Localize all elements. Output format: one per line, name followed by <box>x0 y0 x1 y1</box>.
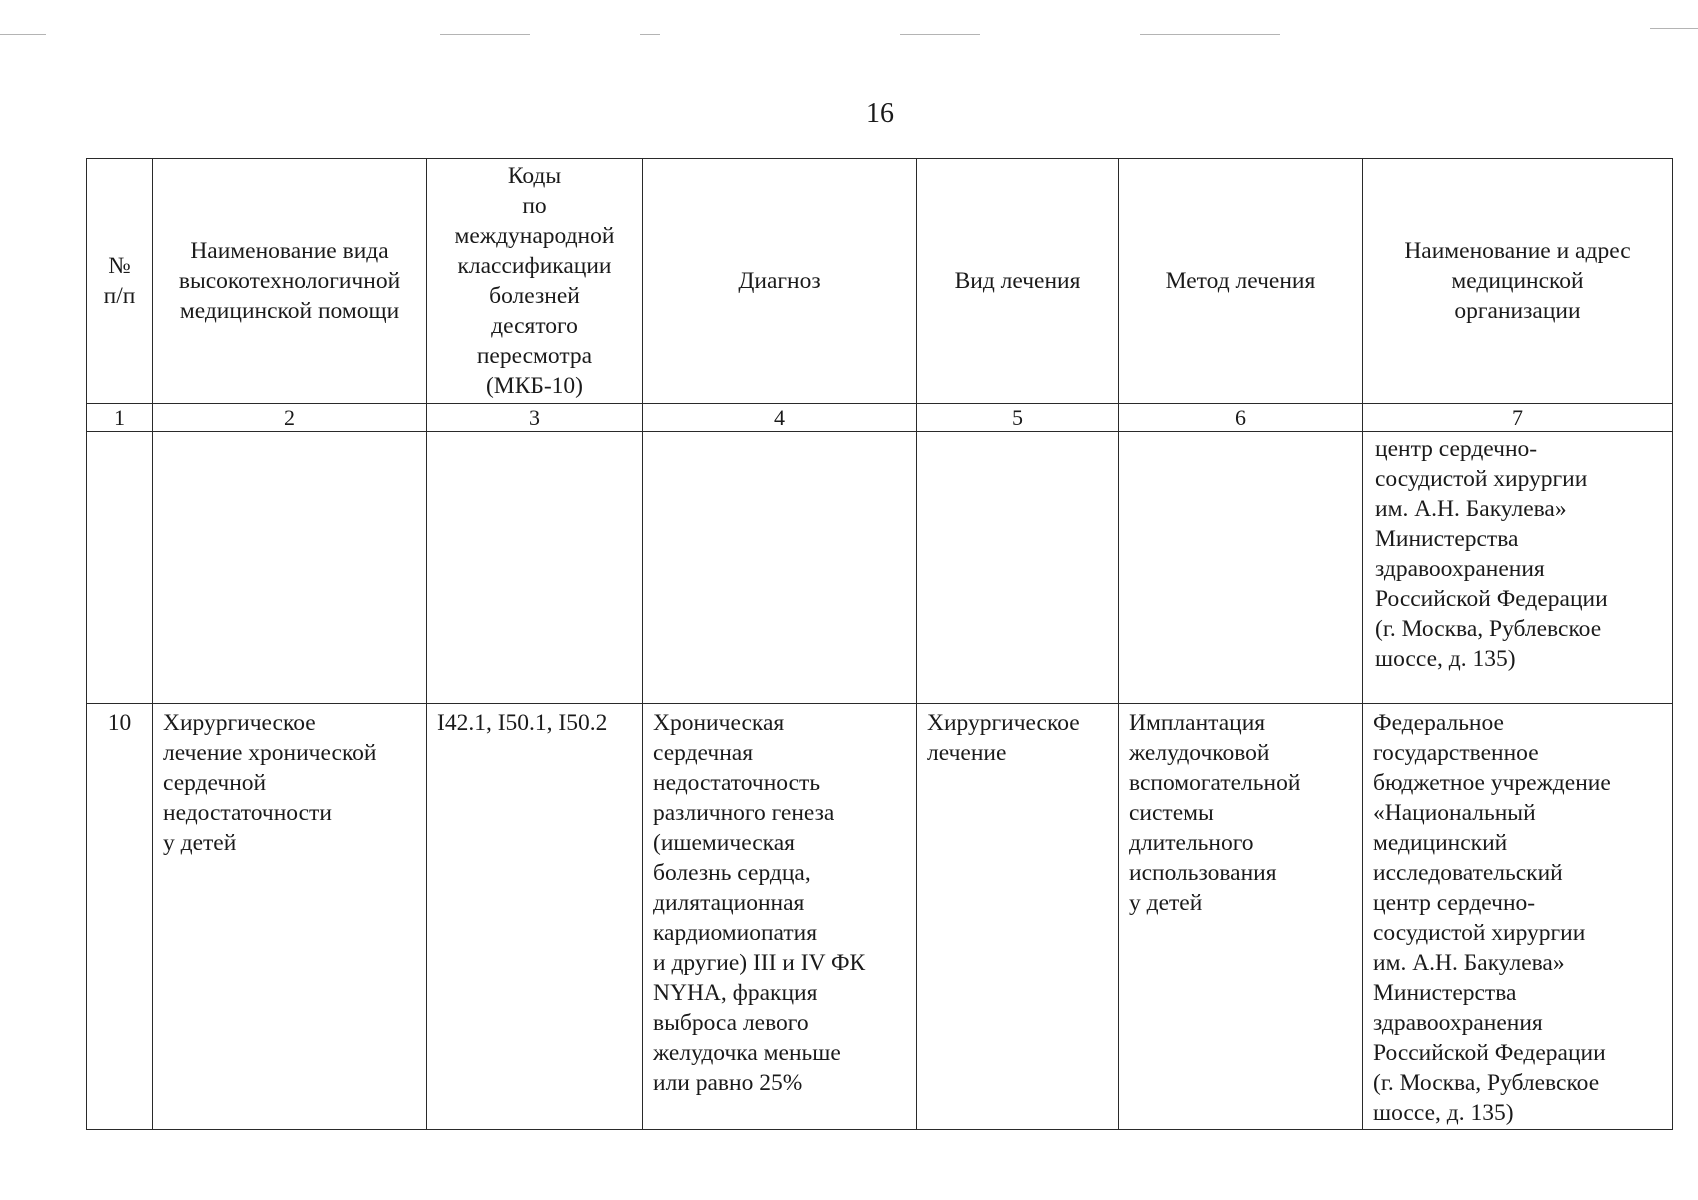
table-row-continuation <box>87 432 1673 704</box>
header-organization: Наименование и адрес медицинской организации <box>1363 159 1673 404</box>
header-icd-codes: Коды по международной классификации болезней десятого пересмотра (МКБ-10) <box>427 159 643 404</box>
scan-edge-mark <box>0 34 46 35</box>
column-number: 1 <box>87 404 153 432</box>
page-number: 16 <box>866 98 894 129</box>
treatment-type-cell: Хирургическое лечение <box>917 704 1119 1130</box>
diagnosis-cell: Хроническая сердечная недостаточность различного генеза (ишемическая болезнь сердца, дилятационная кардиомиопатия и другие) III и IV ФК NYHA, фракция выброса левого желудочка меньше или равно 25% <box>643 704 917 1130</box>
empty-cell <box>917 432 1119 704</box>
header-treatment-method: Метод лечения <box>1119 159 1363 404</box>
empty-cell <box>427 432 643 704</box>
care-table <box>86 158 1673 1130</box>
scan-edge-mark <box>900 34 980 35</box>
table-row-10 <box>87 704 1673 1130</box>
care-type-cell: Хирургическое лечение хронической сердечной недостаточности у детей <box>153 704 427 1130</box>
treatment-method-cell: Имплантация желудочковой вспомогательной системы длительного использования у детей <box>1119 704 1363 1130</box>
column-number: 2 <box>153 404 427 432</box>
scan-edge-mark <box>640 34 660 35</box>
row-number: 10 <box>87 704 153 1130</box>
header-care-type: Наименование вида высокотехнологичной медицинской помощи <box>153 159 427 404</box>
organization-cell: Федеральное государственное бюджетное учреждение «Национальный медицинский исследовательский центр сердечно- сосудистой хирургии им. А.Н. Бакулева» Министерства здравоохранения Российской Федерации (г. Москва, Рублевское шоссе, д. 135) <box>1363 704 1673 1130</box>
empty-cell <box>87 432 153 704</box>
column-number: 4 <box>643 404 917 432</box>
scan-edge-mark <box>440 34 530 35</box>
column-number: 5 <box>917 404 1119 432</box>
column-number: 7 <box>1363 404 1673 432</box>
icd-codes-cell: I42.1, I50.1, I50.2 <box>427 704 643 1130</box>
table-header-row <box>87 159 1673 404</box>
empty-cell <box>153 432 427 704</box>
header-diagnosis: Диагноз <box>643 159 917 404</box>
header-number: № п/п <box>87 159 153 404</box>
header-treatment-type: Вид лечения <box>917 159 1119 404</box>
empty-cell <box>1119 432 1363 704</box>
column-number: 3 <box>427 404 643 432</box>
organization-cell: центр сердечно- сосудистой хирургии им. А.Н. Бакулева» Министерства здравоохранения Российской Федерации (г. Москва, Рублевское шоссе, д. 135) <box>1363 432 1673 704</box>
empty-cell <box>643 432 917 704</box>
scan-edge-mark <box>1650 28 1698 29</box>
column-number-row <box>87 404 1673 432</box>
column-number: 6 <box>1119 404 1363 432</box>
scan-edge-mark <box>1140 34 1280 35</box>
